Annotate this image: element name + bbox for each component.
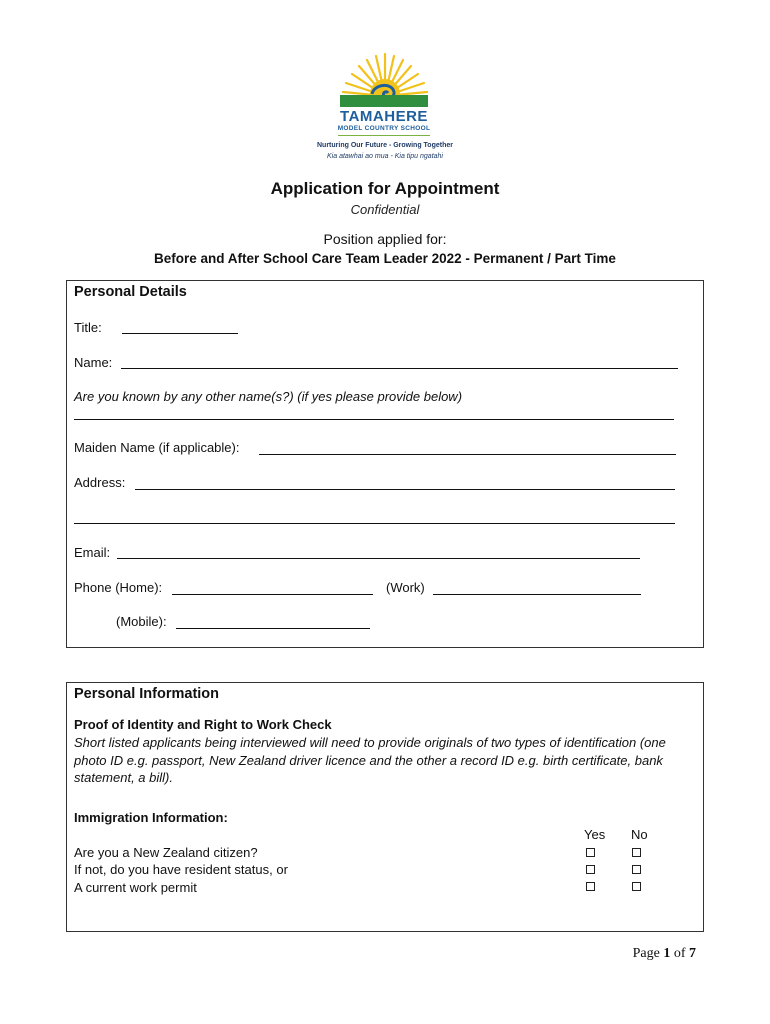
logo-school-subname: MODEL COUNTRY SCHOOL xyxy=(337,125,431,132)
nz-citizen-no-checkbox[interactable] xyxy=(632,848,641,857)
title-label: Title: xyxy=(74,320,102,335)
personal-details-heading: Personal Details xyxy=(74,284,187,300)
of-word: of xyxy=(673,946,686,961)
address-field-line2[interactable] xyxy=(74,523,675,524)
page-number xyxy=(633,946,696,962)
title-field[interactable] xyxy=(122,333,238,334)
other-names-field[interactable] xyxy=(74,419,674,420)
question-work-permit: A current work permit xyxy=(74,880,197,895)
yes-column-header: Yes xyxy=(584,827,606,842)
page-title: Application for Appointment xyxy=(270,179,500,198)
address-field-line1[interactable] xyxy=(135,489,675,490)
email-field[interactable] xyxy=(117,558,640,559)
resident-status-yes-checkbox[interactable] xyxy=(586,865,595,874)
work-permit-yes-checkbox[interactable] xyxy=(586,882,595,891)
logo-tagline-maori: Kia atawhai ao mua - Kia tipu ngatahi xyxy=(327,153,443,160)
maiden-name-field[interactable] xyxy=(259,454,676,455)
immigration-heading: Immigration Information: xyxy=(74,810,228,825)
address-label: Address: xyxy=(74,475,126,490)
page-total: 7 xyxy=(689,946,696,961)
confidential-label: Confidential xyxy=(350,202,420,217)
name-label: Name: xyxy=(74,355,113,370)
logo-school-name: TAMAHERE xyxy=(340,108,428,125)
resident-status-no-checkbox[interactable] xyxy=(632,865,641,874)
email-label: Email: xyxy=(74,545,111,560)
position-label: Position applied for: xyxy=(323,231,447,247)
proof-of-identity-heading: Proof of Identity and Right to Work Check xyxy=(74,717,332,732)
logo-green-band xyxy=(340,95,428,107)
phone-work-field[interactable] xyxy=(433,594,641,595)
page-word: Page xyxy=(632,946,660,961)
question-nz-citizen: Are you a New Zealand citizen? xyxy=(74,845,258,860)
no-column-header: No xyxy=(631,827,648,842)
proof-of-identity-text: Short listed applicants being interviewed will need to provide originals of two types of identification (one photo ID e.g. passport, New Zealand driver licence and the other a record ID e.g. birth certificate, bank statement, a bill). xyxy=(74,735,666,785)
phone-mobile-field[interactable] xyxy=(176,628,370,629)
logo-tagline: Nurturing Our Future - Growing Together xyxy=(317,142,453,149)
name-field[interactable] xyxy=(121,368,678,369)
question-resident-status: If not, do you have resident status, or xyxy=(74,862,288,877)
work-permit-no-checkbox[interactable] xyxy=(632,882,641,891)
phone-home-field[interactable] xyxy=(172,594,373,595)
logo-divider xyxy=(338,135,430,136)
position-value: Before and After School Care Team Leader 2022 - Permanent / Part Time xyxy=(154,251,616,266)
other-names-label: Are you known by any other name(s?) (if yes please provide below) xyxy=(74,389,463,404)
sun-rays-icon xyxy=(340,50,430,100)
personal-information-heading: Personal Information xyxy=(74,686,220,702)
page-current: 1 xyxy=(663,946,671,961)
phone-work-label: (Work) xyxy=(386,580,425,595)
phone-mobile-label: (Mobile): xyxy=(116,614,167,629)
maiden-name-label: Maiden Name (if applicable): xyxy=(74,440,240,455)
nz-citizen-yes-checkbox[interactable] xyxy=(586,848,595,857)
phone-home-label: Phone (Home): xyxy=(74,580,163,595)
